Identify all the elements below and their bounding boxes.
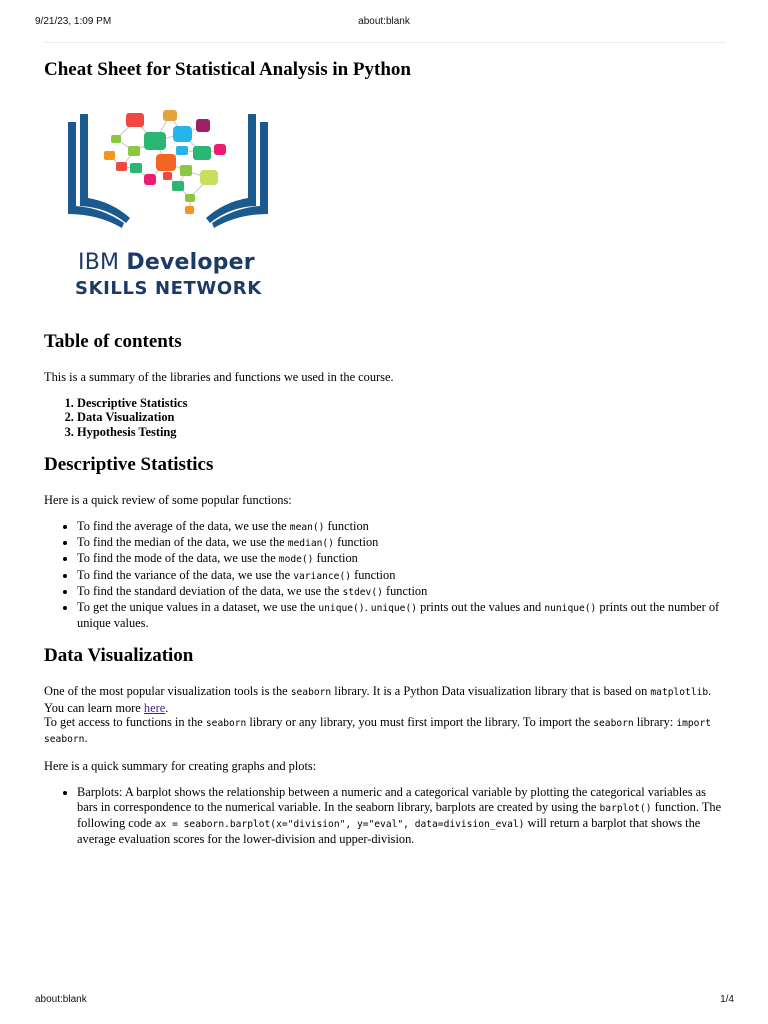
list-item: • To find the standard deviation of the data, we use the stdev() function: [77, 584, 726, 600]
print-footer-url: about:blank: [35, 994, 87, 1005]
toc-heading: Table of contents: [44, 331, 182, 352]
toc-list: [44, 396, 726, 439]
learn-more-link[interactable]: here: [143, 700, 166, 715]
ibm-developer-skills-network-logo: [62, 110, 274, 300]
header-divider: [44, 42, 726, 43]
list-item: • To find the mode of the data, we use the mode() function: [77, 551, 726, 567]
document-body: [44, 58, 726, 846]
function-list: [44, 519, 726, 630]
toc-item-descriptive-statistics: 1. Descriptive Statistics: [77, 396, 726, 410]
network-book-graphic: [62, 110, 274, 240]
toc-intro: This is a summary of the libraries and functions we used in the course.: [44, 370, 394, 384]
plot-list: [44, 785, 726, 846]
toc-item-data-visualization: 2. Data Visualization: [77, 410, 726, 424]
toc-item-hypothesis-testing: 3. Hypothesis Testing: [77, 425, 726, 439]
print-page-title: about:blank: [358, 16, 410, 27]
logo-text-skills-network: SKILLS NETWORK: [75, 278, 262, 299]
descriptive-statistics-heading: Descriptive Statistics: [44, 453, 214, 475]
barplot-item: • Barplots: A barplot shows the relationship between a numeric and a categorical variable by plotting the categorical variables as bars in correspondence to the numerical variable. In the seaborn library, barplots are created by using the barplot() function. The following code ax = seaborn.barplot(x="division", y="eval", data=division_eval) will return a barplot that shows the average evaluation scores for the lower-division and upper-division.: [77, 785, 726, 846]
logo-text-ibm-developer: IBM Developer: [78, 250, 255, 275]
summary-intro: Here is a quick summary for creating graphs and plots:: [44, 759, 317, 774]
seaborn-intro-paragraph: One of the most popular visualization tools is the seaborn library. It is a Python Data visualization library that is based on matplotlib. You can learn more here. To get access to functions in the seaborn library or any library, you must first import the library. To import the seaborn library: import seaborn.: [44, 684, 712, 746]
list-item: • To find the median of the data, we use the median() function: [77, 535, 726, 551]
document-title: Cheat Sheet for Statistical Analysis in Python: [44, 59, 412, 80]
descriptive-statistics-intro: Here is a quick review of some popular functions:: [44, 492, 292, 507]
print-timestamp: 9/21/23, 1:09 PM: [35, 16, 112, 27]
list-item: • To find the average of the data, we use the mean() function: [77, 519, 726, 535]
list-item: • To get the unique values in a dataset, we use the unique(). unique() prints out the values and nunique() prints out the number of unique values.: [77, 600, 726, 630]
print-page-number: 1/4: [720, 994, 734, 1005]
data-visualization-heading: Data Visualization: [44, 645, 194, 667]
list-item: • To find the variance of the data, we use the variance() function: [77, 568, 726, 584]
